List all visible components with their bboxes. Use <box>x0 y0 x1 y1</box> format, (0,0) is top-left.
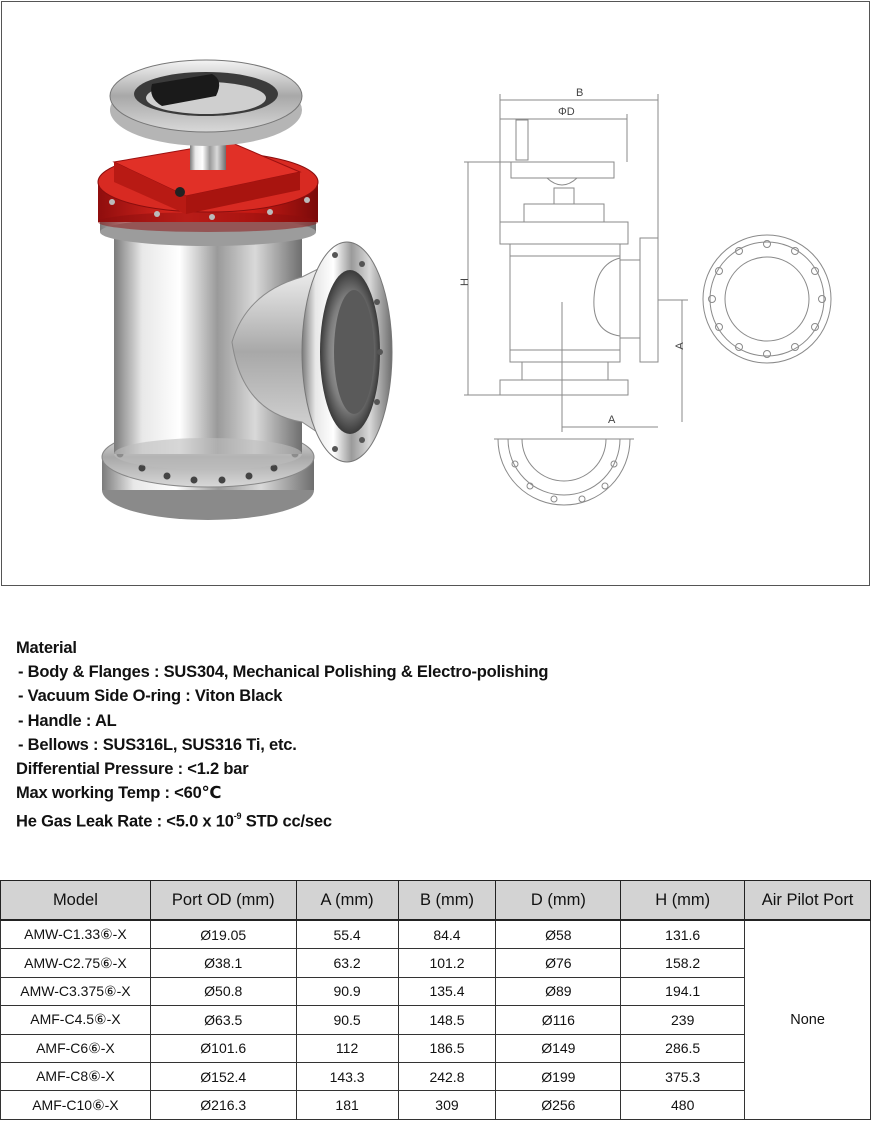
cell-h: 158.2 <box>621 949 745 977</box>
product-figure <box>1 1 870 586</box>
cell-a: 181 <box>296 1091 398 1119</box>
product-illustration <box>2 2 869 585</box>
cell-port-od: Ø63.5 <box>150 1006 296 1034</box>
cell-port-od: Ø19.05 <box>150 920 296 949</box>
cell-d: Ø89 <box>496 977 621 1005</box>
dimension-label-d: ΦD <box>558 106 575 118</box>
cell-d: Ø199 <box>496 1062 621 1090</box>
header-model: Model <box>1 881 151 921</box>
cell-a: 90.9 <box>296 977 398 1005</box>
cell-model: AMW-C2.75⑥-X <box>1 949 151 977</box>
dimension-label-a-side: A <box>674 342 686 350</box>
header-b: B (mm) <box>398 881 496 921</box>
cell-a: 63.2 <box>296 949 398 977</box>
spec-bellows: - Bellows : SUS316L, SUS316 Ti, etc. <box>18 735 297 754</box>
cell-b: 242.8 <box>398 1062 496 1090</box>
cell-model: AMW-C1.33⑥-X <box>1 920 151 949</box>
dimension-label-b: B <box>576 87 584 99</box>
cell-a: 112 <box>296 1034 398 1062</box>
header-d: D (mm) <box>496 881 621 921</box>
leak-rate-suffix: STD cc/sec <box>241 812 332 831</box>
spec-leak-rate <box>16 805 548 834</box>
cell-b: 309 <box>398 1091 496 1119</box>
leak-rate-exponent: -9 <box>233 811 242 822</box>
table-header-row <box>1 881 871 921</box>
cell-d: Ø58 <box>496 920 621 949</box>
header-a: A (mm) <box>296 881 398 921</box>
cell-model: AMF-C8⑥-X <box>1 1062 151 1090</box>
spec-handle: - Handle : AL <box>18 711 117 730</box>
cell-h: 194.1 <box>621 977 745 1005</box>
dimension-label-a-bottom: A <box>608 414 616 426</box>
cell-b: 148.5 <box>398 1006 496 1034</box>
cell-port-od: Ø38.1 <box>150 949 296 977</box>
leak-rate-prefix: He Gas Leak Rate : <5.0 x 10 <box>16 812 234 831</box>
table-row <box>1 920 871 949</box>
table-row <box>1 1062 871 1090</box>
spec-differential-pressure: Differential Pressure : <1.2 bar <box>16 760 249 779</box>
cell-b: 84.4 <box>398 920 496 949</box>
specifications <box>16 636 548 834</box>
table-row <box>1 1006 871 1034</box>
cell-h: 286.5 <box>621 1034 745 1062</box>
cell-a: 143.3 <box>296 1062 398 1090</box>
table-row <box>1 1091 871 1119</box>
cell-d: Ø256 <box>496 1091 621 1119</box>
spec-max-temp: Max working Temp : <60℃ <box>16 784 222 803</box>
dimension-label-h: H <box>459 278 471 286</box>
table-row <box>1 949 871 977</box>
cell-h: 480 <box>621 1091 745 1119</box>
spec-body-flanges: - Body & Flanges : SUS304, Mechanical Polishing & Electro-polishing <box>18 663 549 682</box>
cell-d: Ø76 <box>496 949 621 977</box>
cell-air-pilot-port: None <box>745 920 871 1119</box>
cell-model: AMW-C3.375⑥-X <box>1 977 151 1005</box>
header-port-od: Port OD (mm) <box>150 881 296 921</box>
cell-h: 131.6 <box>621 920 745 949</box>
table-row <box>1 977 871 1005</box>
cell-b: 101.2 <box>398 949 496 977</box>
cell-port-od: Ø216.3 <box>150 1091 296 1119</box>
cell-b: 186.5 <box>398 1034 496 1062</box>
model-spec-table <box>0 880 871 1120</box>
cell-port-od: Ø101.6 <box>150 1034 296 1062</box>
cell-model: AMF-C4.5⑥-X <box>1 1006 151 1034</box>
cell-port-od: Ø152.4 <box>150 1062 296 1090</box>
cell-model: AMF-C10⑥-X <box>1 1091 151 1119</box>
cell-h: 375.3 <box>621 1062 745 1090</box>
spec-oring: - Vacuum Side O-ring : Viton Black <box>18 687 283 706</box>
cell-d: Ø116 <box>496 1006 621 1034</box>
cell-a: 55.4 <box>296 920 398 949</box>
dimension-drawing <box>464 94 831 505</box>
cell-model: AMF-C6⑥-X <box>1 1034 151 1062</box>
cell-a: 90.5 <box>296 1006 398 1034</box>
cell-h: 239 <box>621 1006 745 1034</box>
header-air-pilot-port: Air Pilot Port <box>745 881 871 921</box>
material-heading: Material <box>16 639 77 657</box>
cell-b: 135.4 <box>398 977 496 1005</box>
table-row <box>1 1034 871 1062</box>
cell-port-od: Ø50.8 <box>150 977 296 1005</box>
valve-photo <box>98 60 392 520</box>
header-h: H (mm) <box>621 881 745 921</box>
cell-d: Ø149 <box>496 1034 621 1062</box>
